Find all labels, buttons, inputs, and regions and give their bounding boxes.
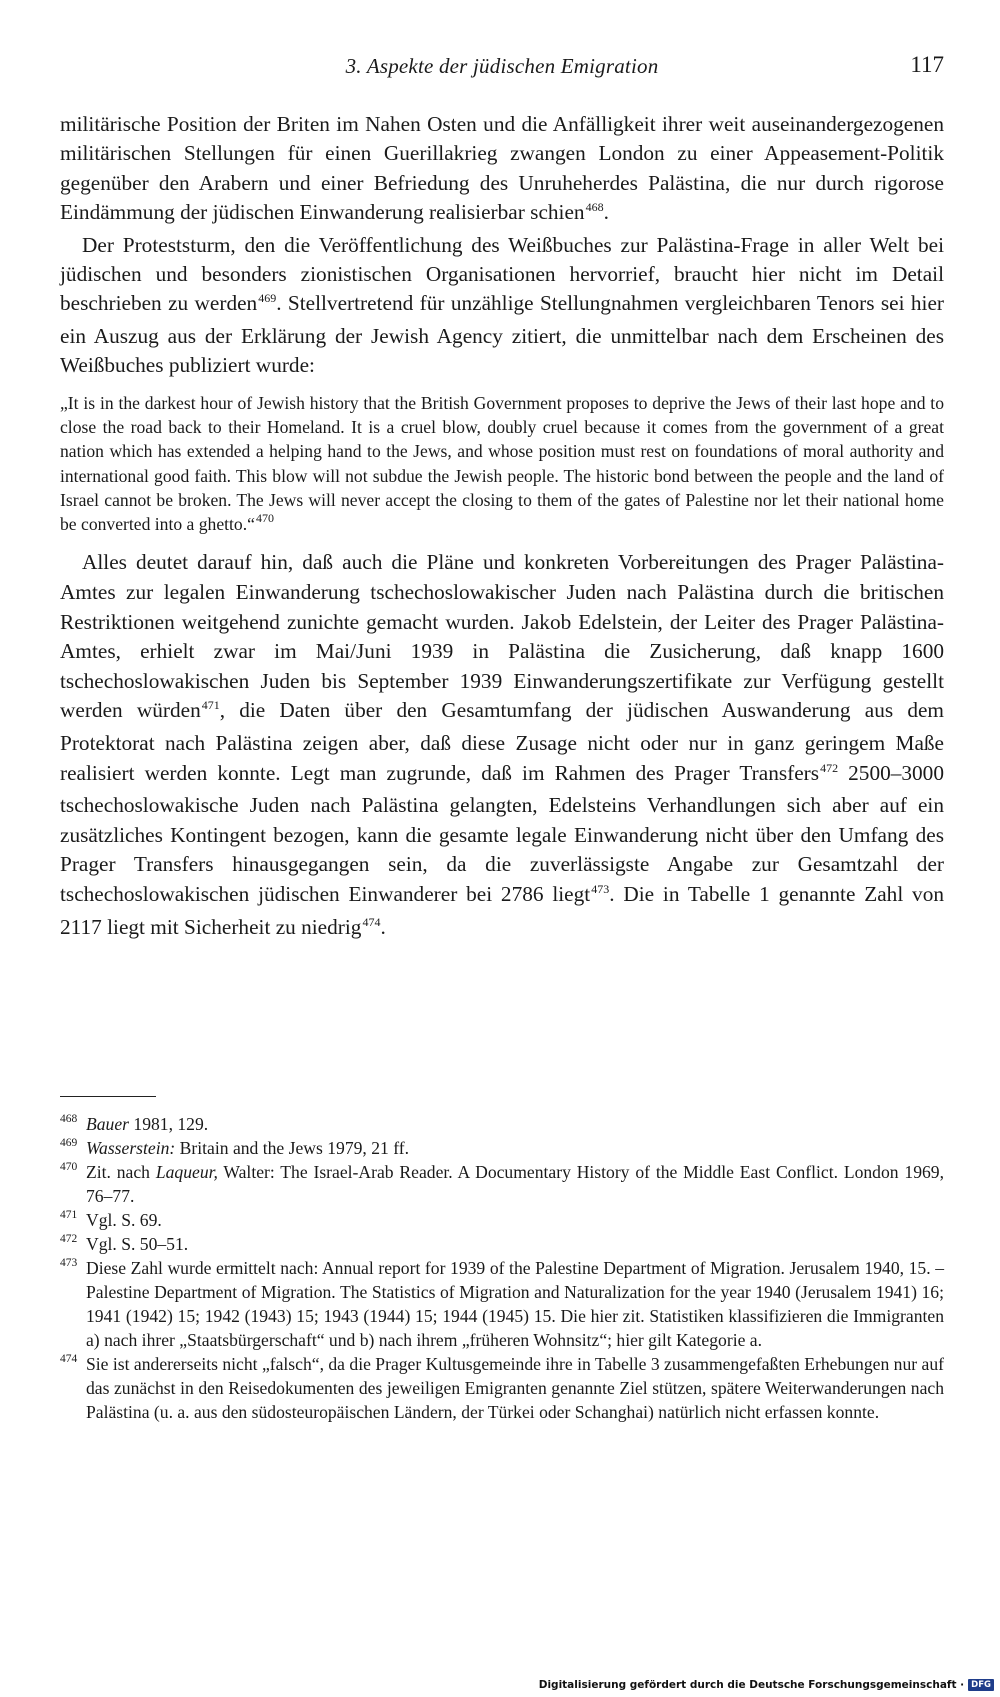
paragraph-2-text-a: Der Proteststurm, den die Veröffentlichung des Weißbuches zur Palästina-Frage in aller Welt bei jüdischen und besonders zionistischen Organisationen hervorrief, braucht hier nicht im Detail beschrieben zu werden <box>60 232 944 316</box>
paragraph-1 <box>60 110 944 231</box>
paragraph-3-text-a: Alles deutet darauf hin, daß auch die Pläne und konkreten Vorbereitungen des Prager Palästina-Amtes zur legalen Einwanderung tschechoslowakischer Juden nach Palästina durch die britischen Restriktionen weitgehend zunichte gemacht wurden. Jakob Edelstein, der Leiter des Prager Palästina-Amtes, erhielt zwar im Mai/Juni 1939 in Palästina die Zusicherung, daß knapp 1600 tschechoslowakischen Juden bis September 1939 Einwanderungszertifikate zur Verfügung gestellt werden würden <box>60 550 944 723</box>
footnote-text: Vgl. S. 69. <box>86 1210 162 1230</box>
paragraph-1-tail: . <box>603 200 609 225</box>
paragraph-1-text: militärische Position der Briten im Nahen Osten und die Anfälligkeit ihrer weit auseinandergezogenen militärischen Stellungen für einen Guerillakrieg zwangen London zu einer Appeasement-Politik gegenüber den Arabern und einer Befriedung des Unruheherdes Palästina, die nur durch rigorose Eindämmung der jüdischen Einwanderung realisierbar schien <box>60 112 944 225</box>
footnote-number: 470 <box>60 1161 78 1173</box>
footnote-472 <box>60 1232 944 1256</box>
footnote-ref-474: 474 <box>362 914 381 929</box>
footnote-473 <box>60 1256 944 1352</box>
paragraph-3-text-c: 2500–3000 tschechoslowakische Juden nach Palästina gelangten, Edelsteins Verhandlungen sich aber auf ein zusätzliches Kontingent bezogen, kann die gesamte legale Einwanderung nicht über den Umfang des Prager Transfers hinausgegangen sein, da die zuverlässigste Angabe zur Gesamtzahl der tschechoslowakischen jüdischen Einwanderer bei 2786 liegt <box>60 760 944 906</box>
paragraph-3-text-d: . Die in Tabelle 1 genannte Zahl von 2117 liegt mit Sicherheit zu niedrig <box>60 881 945 939</box>
footnote-ref-468: 468 <box>585 200 604 215</box>
footnote-471 <box>60 1208 944 1232</box>
running-head: 3. Aspekte der jüdischen Emigration <box>345 54 659 78</box>
footnote-ref-471: 471 <box>201 698 220 713</box>
footnote-ref-472: 472 <box>820 760 839 775</box>
footnote-rule <box>60 1096 156 1097</box>
footnote-number: 474 <box>60 1353 78 1365</box>
footnote-author: Bauer <box>86 1114 129 1134</box>
footnote-ref-469: 469 <box>258 291 277 306</box>
footnote-ref-470: 470 <box>255 511 274 526</box>
footnote-number: 473 <box>60 1257 78 1269</box>
footnote-text: Britain and the Jews 1979, 21 ff. <box>175 1138 410 1158</box>
footnote-number: 471 <box>60 1209 78 1221</box>
page-number: 117 <box>910 52 944 77</box>
page-header <box>60 52 944 86</box>
footnote-number: 469 <box>60 1137 78 1149</box>
footnote-text: 1981, 129. <box>129 1114 209 1134</box>
footnote-author: Laqueur, <box>155 1162 218 1182</box>
footnote-text: Sie ist andererseits nicht „falsch“, da die Prager Kultusgemeinde ihre in Tabelle 3 zusammengefaßten Erhebungen nur auf das zunächst in den Reisedokumenten des jeweiligen Emigranten genannte Ziel stützen, spätere Weiterwanderungen nach Palästina (u. a. aus den südosteuropäischen Ländern, der Türkei oder Schanghai) natürlich nicht erfassen konnte. <box>86 1354 944 1422</box>
paragraph-3 <box>60 548 944 945</box>
footnotes <box>60 1112 944 1424</box>
dfg-logo: DFG <box>968 1679 994 1691</box>
paragraph-2 <box>60 231 944 381</box>
paragraph-2-text-b: . Stellvertretend für unzählige Stellungnahmen vergleichbaren Tenors sei hier ein Auszug aus der Erklärung der Jewish Agency zitiert, die unmittelbar nach dem Erscheinen des Weißbuches publiziert wurde: <box>60 291 944 378</box>
footnote-468 <box>60 1112 944 1136</box>
footnote-number: 468 <box>60 1113 78 1125</box>
funding-credit <box>539 1679 994 1691</box>
footnote-text: Vgl. S. 50–51. <box>86 1234 189 1254</box>
footnote-469 <box>60 1136 944 1160</box>
footnote-pre: Zit. nach <box>86 1162 156 1182</box>
footnote-474 <box>60 1352 944 1424</box>
quote-text: „It is in the darkest hour of Jewish history that the British Government proposes to deprive the Jews of their last hope and to close the road back to their Homeland. It is a cruel blow, doubly cruel because it comes from the government of a great nation which has extended a helping hand to the Jews, and whose position must rest on foundations of moral authority and international good faith. This blow will not subdue the Jewish people. The historic bond between the people and the land of Israel cannot be broken. The Jews will never accept the closing to them of the gates of Palestine nor let their national home be converted into a ghetto.“ <box>60 392 944 535</box>
block-quote <box>60 391 944 539</box>
footnote-text: Diese Zahl wurde ermittelt nach: Annual report for 1939 of the Palestine Department of Migration. Jerusalem 1940, 15. – Palestine Department of Migration. The Statistics of Migration and Naturalization for the year 1940 (Jerusalem 1941) 16; 1941 (1942) 15; 1942 (1943) 15; 1943 (1944) 15; 1944 (1945) 15. Die hier zit. Statistiken klassifizieren die Immigranten a) nach ihrer „Staatsbürgerschaft“ und b) nach ihrem „früheren Wohnsitz“; hier gilt Kategorie a. <box>86 1258 944 1350</box>
footnote-text: Walter: The Israel-Arab Reader. A Documentary History of the Middle East Conflict. London 1969, 76–77. <box>86 1162 944 1206</box>
paragraph-3-text-b: , die Daten über den Gesamtumfang der jüdischen Auswanderung aus dem Protektorat nach Palästina zeigen aber, daß diese Zusage nicht oder nur in ganz geringem Maße realisiert werden konnte. Legt man zugrunde, daß im Rahmen des Prager Transfers <box>60 698 944 785</box>
footnote-ref-473: 473 <box>591 881 610 896</box>
credit-text: Digitalisierung gefördert durch die Deutsche Forschungsgemeinschaft · <box>538 1679 965 1691</box>
footnote-number: 472 <box>60 1233 78 1245</box>
footnote-author: Wasserstein: <box>86 1138 176 1158</box>
main-text <box>60 110 944 945</box>
footnote-470 <box>60 1160 944 1208</box>
paragraph-3-tail: . <box>380 914 386 939</box>
